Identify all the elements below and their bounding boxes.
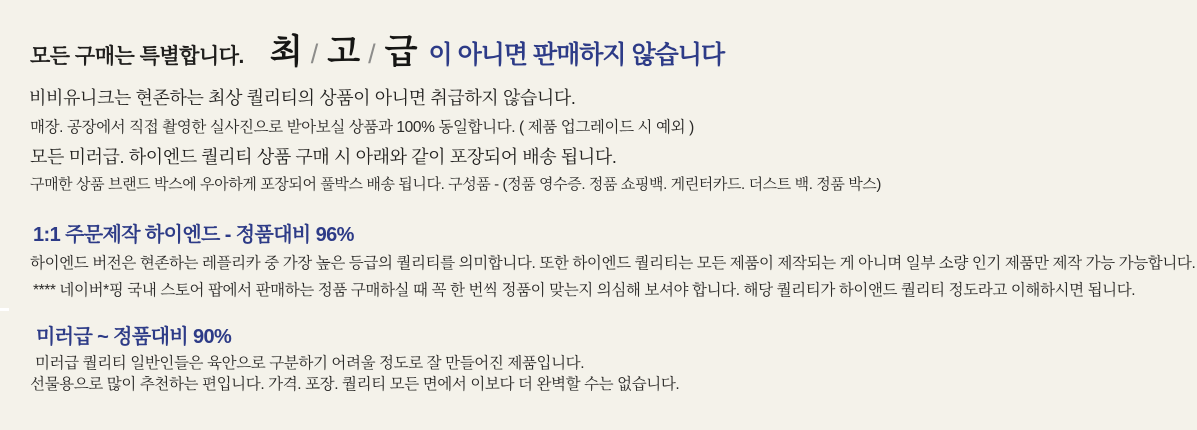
headline-prefix: 모든 구매는 특별합니다. — [30, 45, 244, 68]
section-mirror-line-1: 미러급 퀄리티 일반인들은 육안으로 구분하기 어려울 정도로 잘 만들어진 제품입니다. — [35, 355, 585, 372]
headline-suffix: 이 아니면 판매하지 않습니다 — [428, 41, 725, 69]
intro-line-1: 비비유니크는 현존하는 최상 퀄리티의 상품이 아니면 취급하지 않습니다. — [29, 88, 576, 108]
section-highend-line-1: 하이엔드 버전은 현존하는 레플리카 중 가장 높은 등급의 퀄리티를 의미합니다. 또한 하이엔드 퀄리티는 모든 제품이 제작되는 게 아니며 일부 소량 인기 제품만 제작 가능 가능합니다. — [30, 255, 1196, 272]
section-title-highend: 1:1 주문제작 하이엔드 - 정품대비 96% — [33, 224, 354, 246]
section-title-mirror: 미러급 ~ 정품대비 90% — [36, 326, 232, 348]
headline-big-char-2: 고 — [327, 33, 360, 71]
left-edge-dash — [0, 308, 9, 311]
intro-line-2: 매장. 공장에서 직접 촬영한 실사진으로 받아보실 상품과 100% 동일합니다. ( 제품 업그레이드 시 예외 ) — [30, 119, 694, 136]
slash-separator: / — [368, 39, 376, 69]
intro-line-3: 모든 미러급. 하이엔드 퀄리티 상품 구매 시 아래와 같이 포장되어 배송 됩니다. — [30, 147, 617, 167]
headline-big-char-3: 급 — [384, 33, 417, 71]
section-highend-line-2: **** 네이버*핑 국내 스토어 팝에서 판매하는 정품 구매하실 때 꼭 한 번씩 정품이 맞는지 의심해 보셔야 합니다. 해당 퀄리티가 하이앤드 퀄리티 정도라고 이해하시면 됩니다. — [33, 282, 1136, 299]
headline-big-group — [270, 24, 417, 73]
headline — [30, 24, 724, 73]
section-mirror-line-2: 선물용으로 많이 추천하는 편입니다. 가격. 포장. 퀄리티 모든 면에서 이보다 더 완벽할 수는 없습니다. — [30, 376, 680, 393]
slash-separator: / — [310, 39, 319, 69]
intro-line-4: 구매한 상품 브랜드 박스에 우아하게 포장되어 풀박스 배송 됩니다. 구성품 - (정품 영수증. 정품 쇼핑백. 게린터카드. 더스트 백. 정품 박스) — [30, 176, 881, 193]
headline-big-char-1: 최 — [269, 33, 302, 71]
